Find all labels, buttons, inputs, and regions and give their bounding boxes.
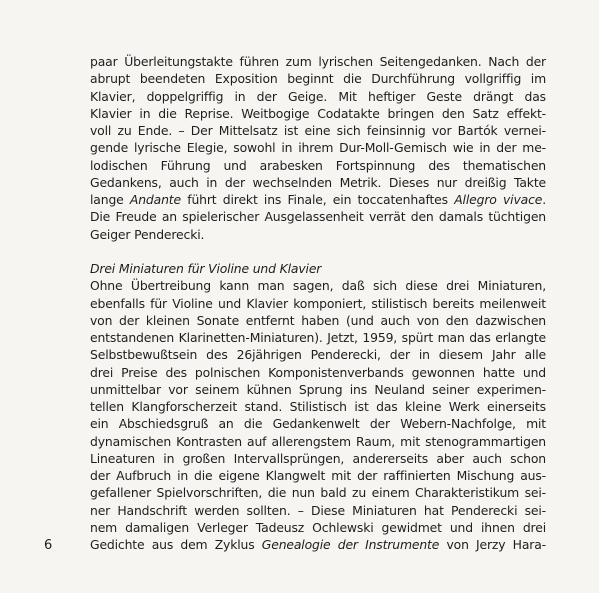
text-run: ein Abschiedsgruß an die Gedankenwelt der Webern-Nachfolge, mit — [90, 416, 546, 432]
text-line — [90, 277, 546, 294]
section-heading — [90, 260, 546, 277]
text-run: Gedichte aus dem Zyklus — [90, 537, 262, 552]
text-run: Klavier in die Reprise. Weitbogige Codatakte bringen den Satz effekt- — [90, 105, 546, 121]
text-run: unmittelbar vor seinem kühnen Sprung ins Neuland seiner experimen- — [90, 381, 546, 397]
italic-title: Andante — [129, 192, 181, 207]
text-line — [90, 105, 546, 122]
paragraph-sonata — [90, 53, 546, 243]
section-heading-text: Drei Miniaturen für Violine und Klavier — [90, 261, 322, 276]
text-line — [90, 450, 546, 467]
paragraph-gap — [90, 243, 546, 260]
text-run: paar Überleitungstakte führen zum lyrischen Seitengedanken. Nach der — [90, 54, 546, 69]
text-run: Lineaturen in großen Intervallsprüngen, andererseits aber auch schon — [90, 450, 546, 466]
paragraph-miniatures — [90, 277, 546, 553]
italic-title: Allegro vivace — [454, 192, 543, 207]
text-run: führt direkt ins Finale, ein toccatenhaftes — [180, 192, 455, 207]
italic-title: Genealogie der Instrumente — [261, 537, 440, 552]
text-line — [90, 226, 546, 243]
text-run: ebenfalls für Violine und Klavier komponiert, stilistisch bereits meilenweit — [90, 295, 546, 311]
text-run: gefallener Spielvorschriften, die nun bald zu einem Charakteristikum sei- — [90, 485, 546, 501]
text-run: von der kleinen Sonate entfernt haben (und auch von den dazwischen — [90, 312, 546, 328]
text-run: dynamischen Kontrasten auf allerengstem Raum, mit stenogrammartigen — [90, 433, 546, 449]
text-line — [90, 381, 546, 398]
text-line — [90, 70, 546, 87]
text-run: voll zu Ende. – Der Mittelsatz ist eine sich feinsinnig vor Bartók vernei- — [90, 123, 546, 138]
text-line — [90, 329, 546, 346]
page-number: 6 — [44, 538, 53, 553]
text-line — [90, 346, 546, 363]
text-run: von Jerzy Hara- — [439, 537, 546, 552]
text-run: Selbstbewußtsein des 26jährigen Penderecki, der in diesem Jahr alle — [90, 347, 546, 363]
text-run: lange — [90, 192, 130, 207]
text-run: entstandenen Klarinetten-Miniaturen). Jetzt, 1959, spürt man das erlangte — [90, 330, 546, 345]
text-line — [90, 433, 546, 450]
text-line — [90, 484, 546, 501]
text-run: drei Preise des polnischen Komponistenverbands gewonnen hatte und — [90, 364, 546, 380]
text-line — [90, 364, 546, 381]
text-line — [90, 519, 546, 536]
text-run: Klavier, doppelgriffig in der Geige. Mit heftiger Geste drängt das — [90, 88, 546, 104]
text-run: Die Freude an spielerischer Ausgelassenheit verrät den damals tüchtigen — [90, 209, 546, 225]
text-run: gende lyrische Elegie, sowohl in ihrem Dur-Moll-Gemisch wie in der me- — [90, 140, 546, 156]
text-line — [90, 53, 546, 70]
text-line — [90, 415, 546, 432]
text-run: Geiger Penderecki. — [90, 226, 205, 242]
text-line — [90, 139, 546, 156]
text-run: . — [542, 192, 547, 207]
text-line — [90, 208, 546, 225]
text-run: ner Handschrift werden sollten. – Diese Miniaturen hat Penderecki sei- — [90, 502, 546, 518]
text-run: lodischen Führung und arabesken Fortspinnung des thematischen — [90, 157, 546, 173]
text-line — [90, 536, 546, 553]
text-run: Gedankens, auch in der wechselnden Metrik. Dieses nur dreißig Takte — [90, 174, 546, 190]
text-column — [90, 53, 546, 553]
text-run: abrupt beendeten Exposition beginnt die Durchführung vollgriffig im — [90, 71, 546, 87]
text-run: der Aufbruch in die eigene Klangwelt mit der raffinierten Mischung aus- — [90, 468, 546, 483]
text-run: Ohne Übertreibung kann man sagen, daß sich diese drei Miniaturen, — [90, 278, 546, 294]
text-line — [90, 398, 546, 415]
text-line — [90, 122, 546, 139]
text-line — [90, 88, 546, 105]
text-line — [90, 295, 546, 312]
text-run: tellen Klangforscherzeit stand. Stilistisch ist das kleine Werk einerseits — [90, 399, 546, 414]
text-line — [90, 502, 546, 519]
text-line — [90, 467, 546, 484]
text-line — [90, 174, 546, 191]
text-line — [90, 157, 546, 174]
text-line — [90, 191, 546, 208]
text-run: nem damaligen Verleger Tadeusz Ochlewski gewidmet und ihnen drei — [90, 519, 546, 535]
text-line — [90, 312, 546, 329]
